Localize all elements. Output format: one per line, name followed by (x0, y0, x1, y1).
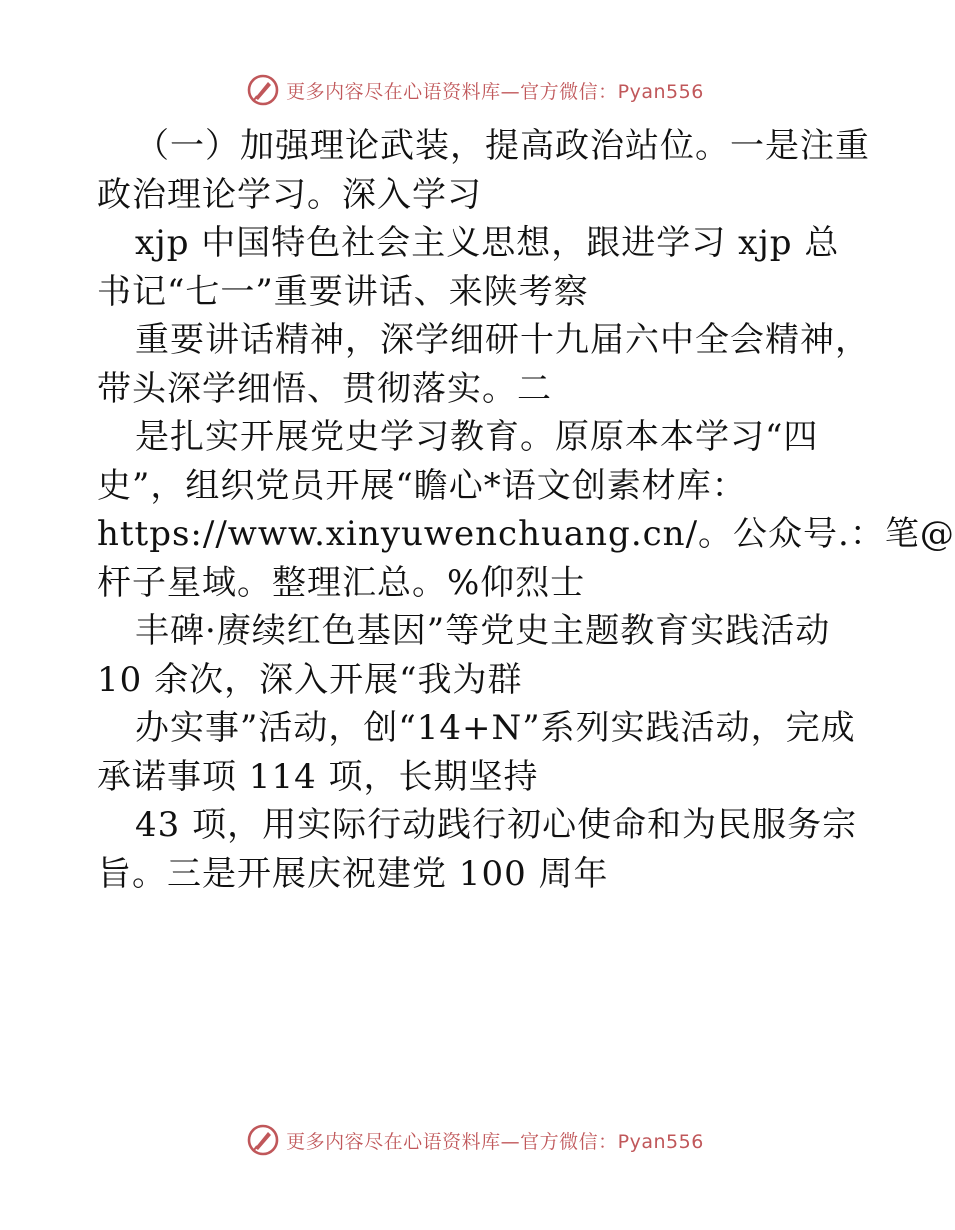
quill-pen-logo-icon (246, 73, 280, 107)
paragraph-line: xjp 中国特色社会主义思想，跟进学习 xjp 总 (135, 223, 840, 263)
paragraph-line: 杆子星域。整理汇总。%仰烈士 (97, 562, 586, 603)
paragraph-line: 10 余次，深入开展“我为群 (97, 659, 523, 700)
paragraph-line: 旨。三是开展庆祝建党 100 周年 (97, 853, 609, 894)
paragraph-line: 史”，组织党员开展“瞻心*语文创素材库： (97, 465, 747, 506)
paragraph-line: 带头深学细悟、贯彻落实。二 (97, 368, 552, 409)
watermark-text: 更多内容尽在心语资料库—官方微信：Pyan556 (286, 80, 704, 103)
quill-pen-logo-icon (246, 1123, 280, 1157)
header-watermark (0, 70, 950, 110)
paragraph-line: 承诺事项 114 项，长期坚持 (97, 756, 539, 797)
paragraph-line: 是扎实开展党史学习教育。原原本本学习“四 (135, 417, 819, 457)
paragraph-line: 书记“七一”重要讲话、来陕考察 (97, 271, 589, 312)
watermark-text: 更多内容尽在心语资料库—官方微信：Pyan556 (286, 1130, 704, 1153)
paragraph-line: 重要讲话精神，深学细研十九届六中全会精神， (135, 320, 870, 360)
paragraph-line: 43 项，用实际行动践行初心使命和为民服务宗 (135, 805, 858, 845)
footer-watermark (0, 1120, 950, 1160)
paragraph-line: 丰碑·赓续红色基因”等党史主题教育实践活动 (135, 611, 831, 651)
paragraph-line: 办实事”活动，创“14+N”系列实践活动，完成 (135, 708, 856, 748)
document-body (97, 122, 955, 898)
paragraph-line: 政治理论学习。深入学习 (97, 174, 482, 215)
paragraph-line: https://www.xinyuwenchuang.cn/。公众号.：笔@ (97, 514, 955, 554)
paragraph-line: （一）加强理论武装，提高政治站位。一是注重 (135, 126, 870, 166)
